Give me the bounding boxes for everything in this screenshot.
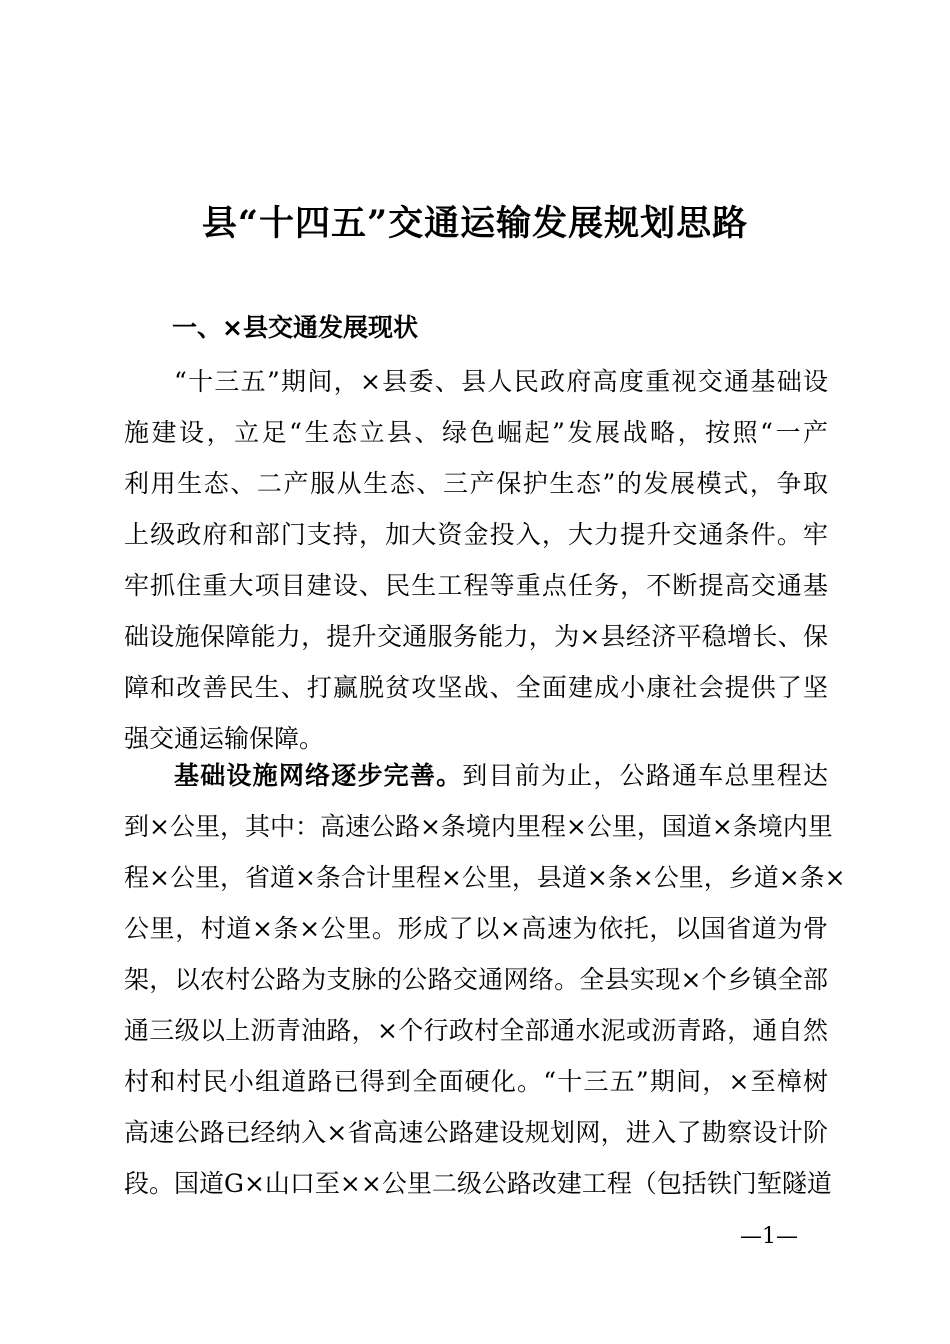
- paragraph-status-overview: [124, 356, 828, 764]
- paragraph-line: 段。国道G×山口至××公里二级公路改建工程（包括铁门堑隧道: [124, 1169, 832, 1198]
- paragraph-lead-rest: 到目前为止，公路通车总里程达: [462, 761, 828, 790]
- paragraph-line: 村和村民小组道路已得到全面硬化。“十三五”期间，×至樟树: [124, 1067, 828, 1096]
- paragraph-line: 公里，村道×条×公里。形成了以×高速为依托，以国省道为骨: [124, 914, 828, 943]
- paragraph-line: 高速公路已经纳入×省高速公路建设规划网，进入了勘察设计阶: [124, 1118, 828, 1147]
- paragraph-line: 通三级以上沥青油路，×个行政村全部通水泥或沥青路，通自然: [124, 1016, 828, 1045]
- paragraph-line: 牢抓住重大项目建设、民生工程等重点任务，不断提高交通基: [124, 571, 828, 600]
- paragraph-line: 程×公里，省道×条合计里程×公里，县道×条×公里，乡道×条×: [124, 863, 846, 892]
- paragraph-first-line: [124, 750, 828, 801]
- paragraph-line: 利用生态、二产服从生态、三产保护生态”的发展模式，争取: [124, 469, 828, 498]
- paragraph-lead-bold: 基础设施网络逐步完善。: [174, 761, 463, 790]
- paragraph-line: 架，以农村公路为支脉的公路交通网络。全县实现×个乡镇全部: [124, 965, 828, 994]
- paragraph-line: 础设施保障能力，提升交通服务能力，为×县经济平稳增长、保: [124, 622, 828, 651]
- paragraph-line: 施建设，立足“生态立县、绿色崛起”发展战略，按照“一产: [124, 418, 828, 447]
- paragraph-line: “十三五”期间，×县委、县人民政府高度重视交通基础设: [174, 367, 828, 396]
- paragraph-infrastructure: [124, 750, 846, 1209]
- paragraph-line: 上级政府和部门支持，加大资金投入，大力提升交通条件。牢: [124, 520, 828, 549]
- paragraph-line: 到×公里，其中：高速公路×条境内里程×公里，国道×条境内里: [124, 812, 833, 841]
- document-title: 县“十四五”交通运输发展规划思路: [201, 203, 749, 244]
- paragraph-line: 强交通运输保障。: [124, 724, 325, 753]
- paragraph-line: 障和改善民生、打赢脱贫攻坚战、全面建成小康社会提供了坚: [124, 673, 828, 702]
- section-heading: 一、×县交通发展现状: [172, 313, 418, 342]
- page-number: —1—: [740, 1224, 798, 1249]
